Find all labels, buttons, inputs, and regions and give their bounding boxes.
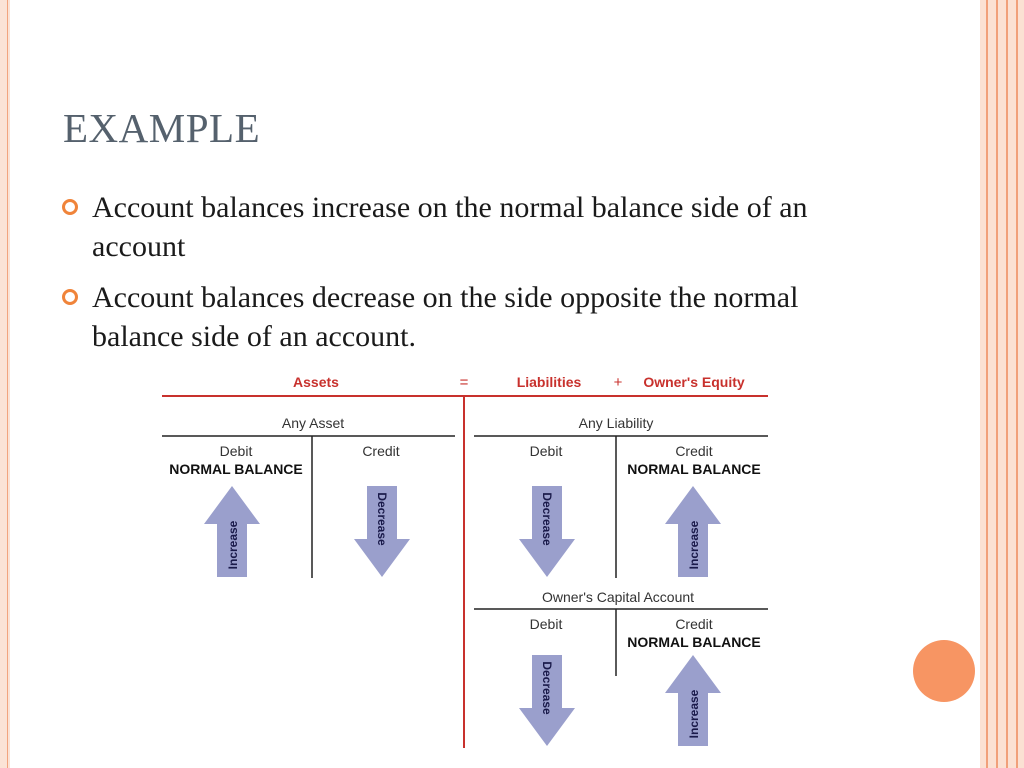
equation-liabilities: Liabilities [516, 374, 582, 390]
asset-increase-label: Increase [226, 520, 240, 570]
capital-debit-label: Debit [529, 616, 563, 632]
liability-decrease-label: Decrease [540, 492, 554, 546]
liability-increase-label: Increase [687, 520, 701, 570]
equation-equity: Owner's Equity [643, 374, 745, 390]
asset-debit-label: Debit [219, 443, 253, 459]
bullet-text: Account balances increase on the normal balance side of an account [92, 191, 808, 263]
equation-assets: Assets [293, 374, 339, 390]
asset-decrease-label: Decrease [375, 492, 389, 546]
liability-debit-label: Debit [529, 443, 563, 459]
capital-credit-label: Credit [675, 616, 713, 632]
capital-decrease-label: Decrease [540, 661, 554, 715]
equation-plus: + [613, 374, 623, 391]
asset-account-name: Any Asset [281, 415, 345, 431]
capital-normal-balance: NORMAL BALANCE [627, 634, 761, 650]
slide-title: EXAMPLE [63, 105, 261, 151]
equation-equals: = [459, 374, 469, 391]
capital-account-name: Owner's Capital Account [541, 589, 695, 605]
liability-account-name: Any Liability [578, 415, 654, 431]
capital-increase-label: Increase [687, 689, 701, 739]
liability-credit-label: Credit [675, 443, 713, 459]
asset-credit-label: Credit [362, 443, 400, 459]
liability-normal-balance: NORMAL BALANCE [627, 461, 761, 477]
bullet-text: Account balances decrease on the side opposite the normal balance side of an account. [92, 281, 799, 353]
asset-normal-balance: NORMAL BALANCE [169, 461, 303, 477]
